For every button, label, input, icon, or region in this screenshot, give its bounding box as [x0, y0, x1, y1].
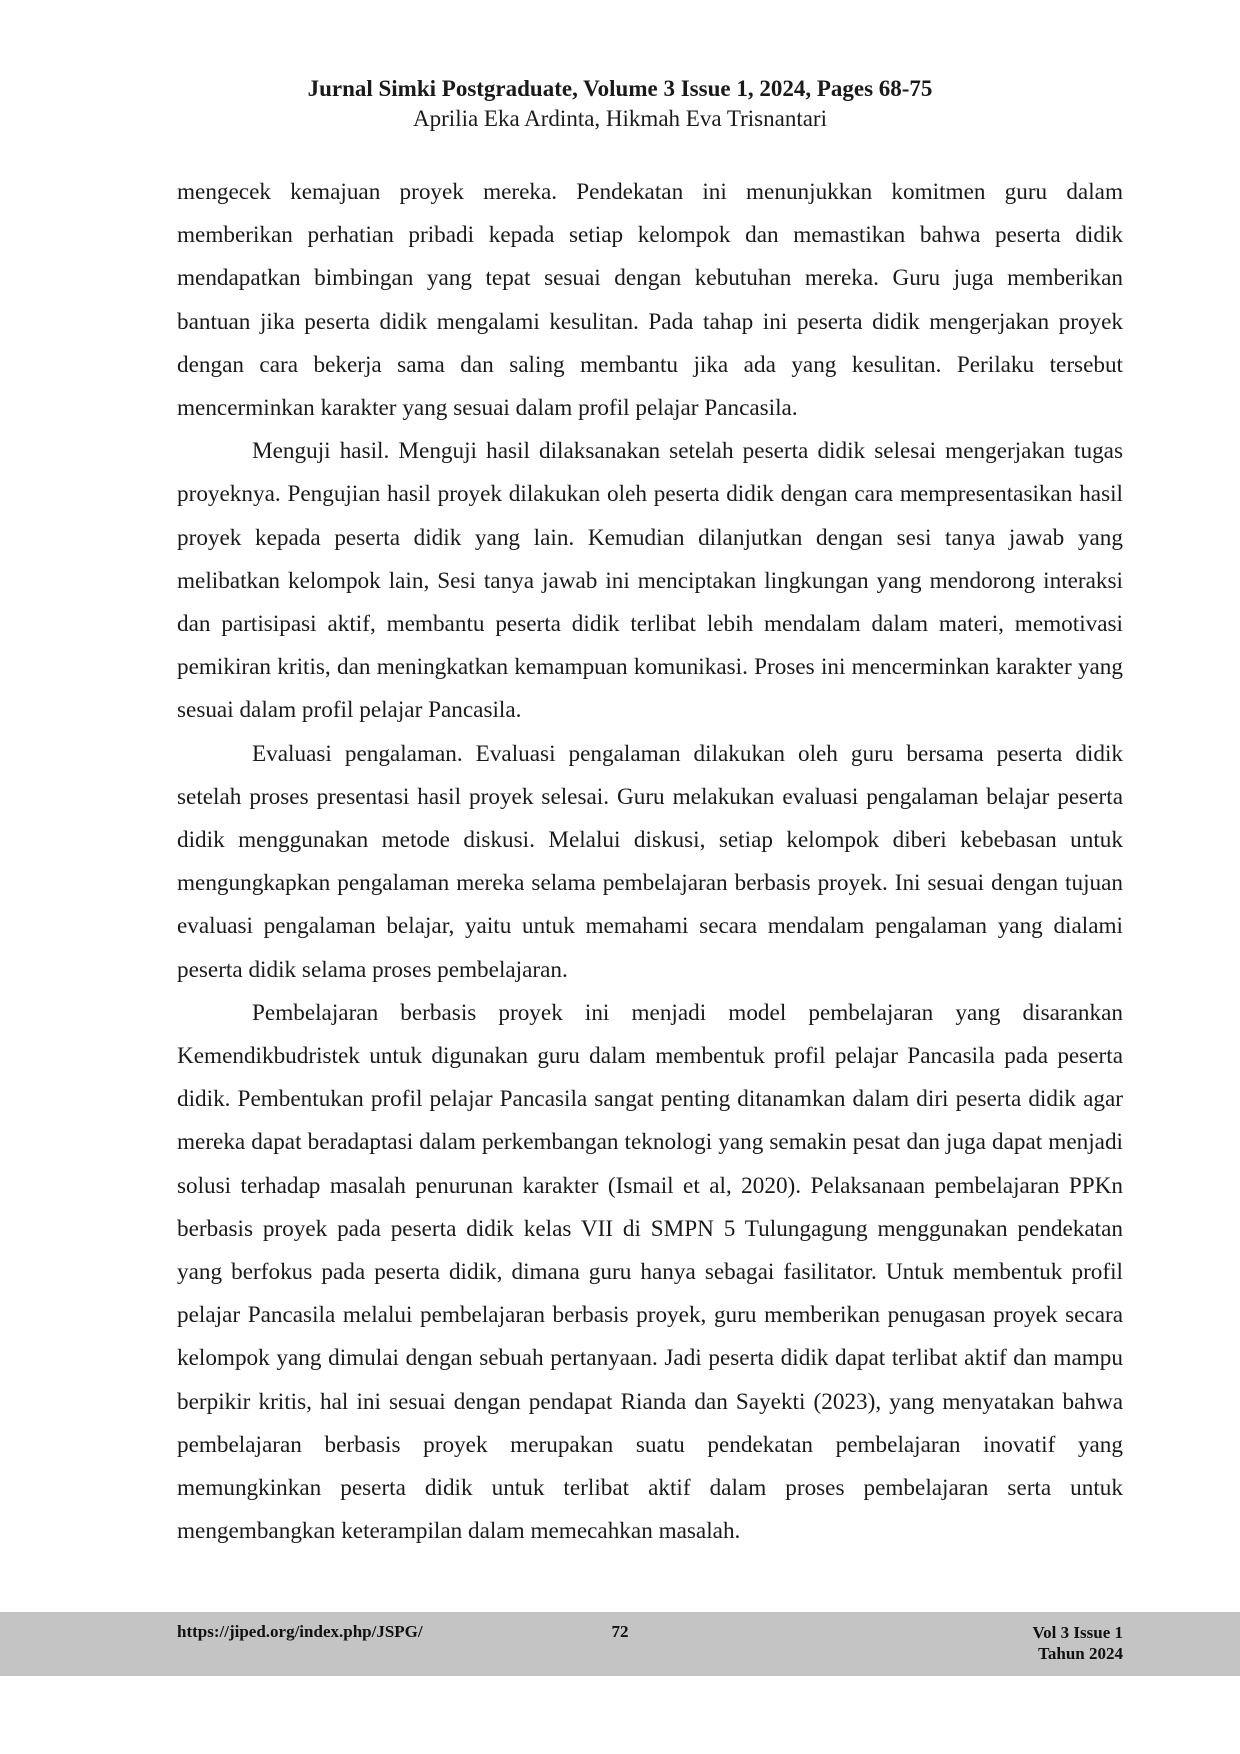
volume-info [1032, 1622, 1123, 1664]
year-label: Tahun 2024 [1038, 1644, 1123, 1663]
journal-url: https://jiped.org/index.php/JSPG/ [177, 1622, 423, 1641]
page-number: 72 [611, 1622, 629, 1641]
paragraph-1: mengecek kemajuan proyek mereka. Pendekatan ini menunjukkan komitmen guru dalam memberikan perhatian pribadi kepada setiap kelompok dan memastikan bahwa peserta didik mendapatkan bimbingan yang tepat sesuai dengan kebutuhan mereka. Guru juga memberikan bantuan jika peserta didik mengalami kesulitan. Pada tahap ini peserta didik mengerjakan proyek dengan cara bekerja sama dan saling membantu jika ada yang kesulitan. Perilaku tersebut mencerminkan karakter yang sesuai dalam profil pelajar Pancasila. [177, 179, 1123, 422]
volume-label: Vol 3 Issue 1 [1032, 1623, 1123, 1642]
paragraph-2: Menguji hasil. Menguji hasil dilaksanakan setelah peserta didik selesai mengerjakan tugas proyeknya. Pengujian hasil proyek dilakukan oleh peserta didik dengan cara mempresentasikan hasil proyek kepada peserta didik yang lain. Kemudian dilanjutkan dengan sesi tanya jawab yang melibatkan kelompok lain, Sesi tanya jawab ini menciptakan lingkungan yang mendorong interaksi dan partisipasi aktif, membantu peserta didik terlibat lebih mendalam dalam materi, memotivasi pemikiran kritis, dan meningkatkan kemampuan komunikasi. Proses ini mencerminkan karakter yang sesuai dalam profil pelajar Pancasila. [177, 438, 1123, 724]
running-header [0, 74, 1240, 134]
page-footer [0, 1612, 1240, 1676]
article-body [177, 171, 1123, 1554]
paragraph-4: Pembelajaran berbasis proyek ini menjadi model pembelajaran yang disarankan Kemendikbudristek untuk digunakan guru dalam membentuk profil pelajar Pancasila pada peserta didik. Pembentukan profil pelajar Pancasila sangat penting ditanamkan dalam diri peserta didik agar mereka dapat beradaptasi dalam perkembangan teknologi yang semakin pesat dan juga dapat menjadi solusi terhadap masalah penurunan karakter (Ismail et al, 2020). Pelaksanaan pembelajaran PPKn berbasis proyek pada peserta didik kelas VII di SMPN 5 Tulungagung menggunakan pendekatan yang berfokus pada peserta didik, dimana guru hanya sebagai fasilitator. Untuk membentuk profil pelajar Pancasila melalui pembelajaran berbasis proyek, guru memberikan penugasan proyek secara kelompok yang dimulai dengan sebuah pertanyaan. Jadi peserta didik dapat terlibat aktif dan mampu berpikir kritis, hal ini sesuai dengan pendapat Rianda dan Sayekti (2023), yang menyatakan bahwa pembelajaran berbasis proyek merupakan suatu pendekatan pembelajaran inovatif yang memungkinkan peserta didik untuk terlibat aktif dalam proses pembelajaran serta untuk mengembangkan keterampilan dalam memecahkan masalah. [177, 999, 1123, 1545]
journal-title: Jurnal Simki Postgraduate, Volume 3 Issue 1, 2024, Pages 68-75 [307, 76, 933, 101]
paragraph-3: Evaluasi pengalaman. Evaluasi pengalaman dilakukan oleh guru bersama peserta didik setelah proses presentasi hasil proyek selesai. Guru melakukan evaluasi pengalaman belajar peserta didik menggunakan metode diskusi. Melalui diskusi, setiap kelompok diberi kebebasan untuk mengungkapkan pengalaman mereka selama pembelajaran berbasis proyek. Ini sesuai dengan tujuan evaluasi pengalaman belajar, yaitu untuk memahami secara mendalam pengalaman yang dialami peserta didik selama proses pembelajaran. [177, 740, 1123, 983]
article-authors: Aprilia Eka Ardinta, Hikmah Eva Trisnantari [413, 106, 827, 131]
